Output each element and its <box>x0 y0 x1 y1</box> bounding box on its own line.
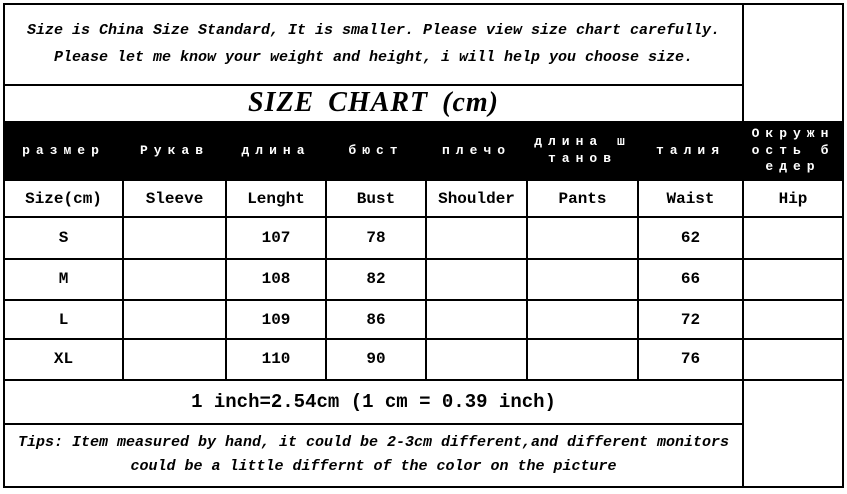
header-en-hip: Hip <box>743 180 843 217</box>
header-ru-size: размер <box>4 122 123 181</box>
conversion-text: 1 inch=2.54cm (1 cm = 0.39 inch) <box>4 380 743 424</box>
cell-pants <box>527 217 638 258</box>
cell-length: 108 <box>226 259 326 300</box>
cell-pants <box>527 339 638 379</box>
cell-size: L <box>4 300 123 339</box>
notice-line-1: Size is China Size Standard, It is smaller. Please view size chart carefully. <box>26 22 721 40</box>
cell-hip <box>743 300 843 339</box>
header-ru-bust: бюст <box>326 122 426 181</box>
size-chart-table <box>3 3 844 488</box>
header-row-english <box>4 180 843 217</box>
cell-waist: 72 <box>638 300 743 339</box>
header-en-bust: Bust <box>326 180 426 217</box>
header-en-length: Lenght <box>226 180 326 217</box>
notice-row <box>4 4 843 85</box>
cell-length: 110 <box>226 339 326 379</box>
header-row-russian <box>4 122 843 181</box>
table-row-m <box>4 259 843 300</box>
cell-length: 109 <box>226 300 326 339</box>
cell-sleeve <box>123 259 226 300</box>
header-en-waist: Waist <box>638 180 743 217</box>
cell-pants <box>527 300 638 339</box>
cell-bust: 86 <box>326 300 426 339</box>
cell-hip <box>743 259 843 300</box>
cell-sleeve <box>123 339 226 379</box>
cell-sleeve <box>123 217 226 258</box>
cell-waist: 62 <box>638 217 743 258</box>
header-ru-sleeve: Рукав <box>123 122 226 181</box>
header-ru-hip: Окружность бедер <box>743 122 843 181</box>
cell-bust: 78 <box>326 217 426 258</box>
cell-bust: 82 <box>326 259 426 300</box>
title-row <box>4 85 843 122</box>
cell-bust: 90 <box>326 339 426 379</box>
cell-shoulder <box>426 259 527 300</box>
conversion-row <box>4 380 843 424</box>
header-ru-length: длина <box>226 122 326 181</box>
cell-shoulder <box>426 300 527 339</box>
hip-column-spacer-bottom <box>743 380 843 488</box>
cell-size: M <box>4 259 123 300</box>
cell-waist: 76 <box>638 339 743 379</box>
header-ru-pants: длина штанов <box>527 122 638 181</box>
cell-hip <box>743 217 843 258</box>
cell-waist: 66 <box>638 259 743 300</box>
table-row-xl <box>4 339 843 379</box>
header-en-sleeve: Sleeve <box>123 180 226 217</box>
tips-text: Tips: Item measured by hand, it could be 2-3cm different,and different monitors could be a little differnt of the color on the picture <box>4 424 743 487</box>
cell-length: 107 <box>226 217 326 258</box>
header-en-pants: Pants <box>527 180 638 217</box>
notice-text <box>4 4 743 85</box>
header-ru-shoulder: плечо <box>426 122 527 181</box>
cell-sleeve <box>123 300 226 339</box>
hip-column-spacer-top <box>743 4 843 122</box>
notice-line-2: Please let me know your weight and height, i will help you choose size. <box>53 49 694 67</box>
page-title: SIZE CHART (cm) <box>4 85 743 122</box>
header-en-shoulder: Shoulder <box>426 180 527 217</box>
cell-shoulder <box>426 217 527 258</box>
cell-hip <box>743 339 843 379</box>
header-ru-waist: талия <box>638 122 743 181</box>
table-row-s <box>4 217 843 258</box>
table-row-l <box>4 300 843 339</box>
cell-pants <box>527 259 638 300</box>
tips-row <box>4 424 843 487</box>
cell-shoulder <box>426 339 527 379</box>
cell-size: S <box>4 217 123 258</box>
cell-size: XL <box>4 339 123 379</box>
header-en-size: Size(cm) <box>4 180 123 217</box>
